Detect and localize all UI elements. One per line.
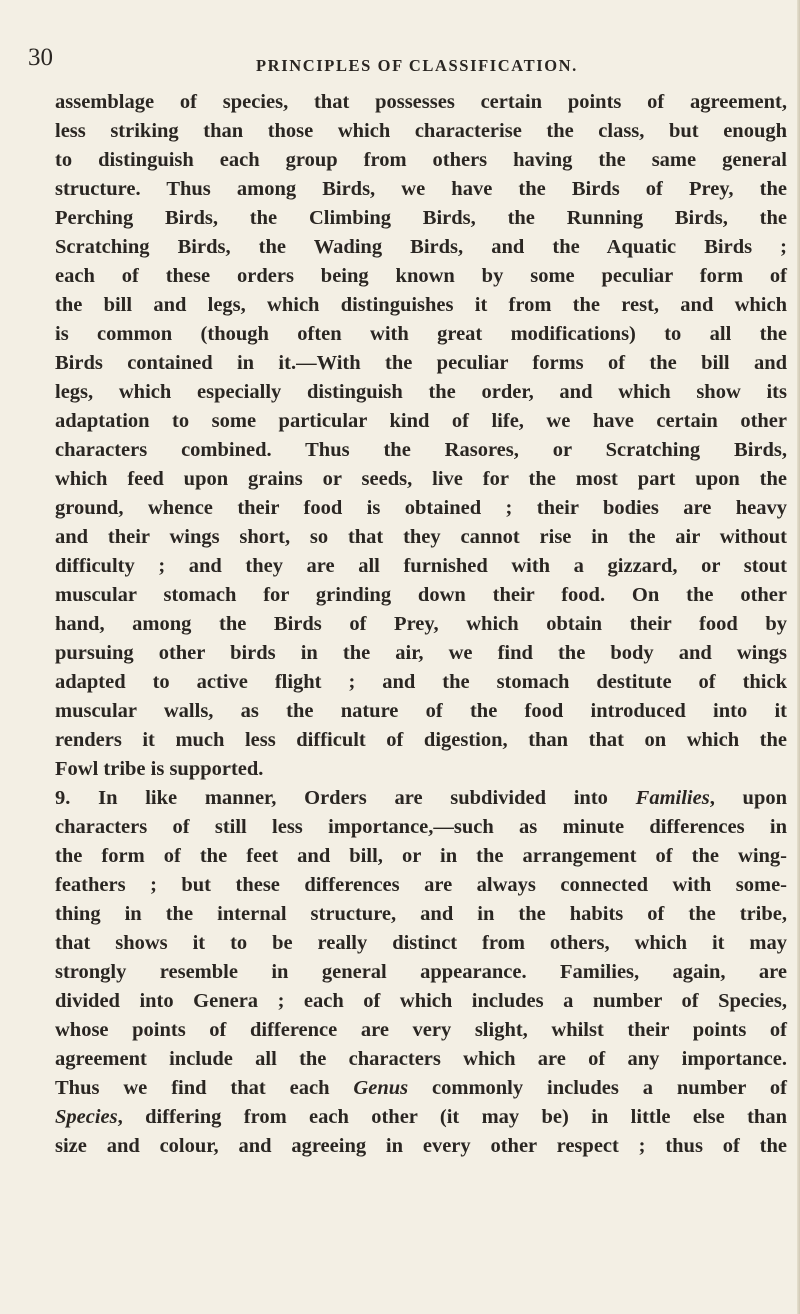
text-line: and their wings short, so that they cannot rise in the air without xyxy=(55,526,787,548)
text-line: Fowl tribe is supported. xyxy=(55,758,264,780)
italic-term: Genus xyxy=(353,1077,409,1099)
body-text xyxy=(55,88,787,1161)
text-line: Perching Birds, the Climbing Birds, the Running Birds, the xyxy=(55,207,787,229)
italic-term: Species xyxy=(55,1106,118,1128)
text-line: adapted to active flight ; and the stomach destitute of thick xyxy=(55,671,787,693)
text-line: agreement include all the characters which are of any importance. xyxy=(55,1048,787,1070)
text-run: , differing from each other (it may be) in little else than xyxy=(117,1106,787,1128)
running-head: PRINCIPLES OF CLASSIFICATION. xyxy=(256,56,578,75)
text-line: the form of the feet and bill, or in the arrangement of the wing- xyxy=(55,845,787,867)
text-line: hand, among the Birds of Prey, which obtain their food by xyxy=(55,613,787,635)
text-line xyxy=(55,1103,787,1132)
text-line: the bill and legs, which distinguishes it from the rest, and which xyxy=(55,294,787,316)
text-line: which feed upon grains or seeds, live for the most part upon the xyxy=(55,468,787,490)
text-line: characters combined. Thus the Rasores, or Scratching Birds, xyxy=(55,439,787,461)
text-line: adaptation to some particular kind of life, we have certain other xyxy=(55,410,787,432)
page-number: 30 xyxy=(28,44,53,71)
text-line: difficulty ; and they are all furnished with a gizzard, or stout xyxy=(55,555,787,577)
text-line: muscular walls, as the nature of the food introduced into it xyxy=(55,700,787,722)
text-line: Scratching Birds, the Wading Birds, and the Aquatic Birds ; xyxy=(55,236,787,258)
text-line: less striking than those which characterise the class, but enough xyxy=(55,120,787,142)
text-line: strongly resemble in general appearance. Families, again, are xyxy=(55,961,787,983)
text-line: assemblage of species, that possesses certain points of agreement, xyxy=(55,91,787,113)
text-line: characters of still less importance,—such as minute differences in xyxy=(55,816,787,838)
text-run: commonly includes a number of xyxy=(408,1077,787,1099)
text-line: whose points of difference are very slight, whilst their points of xyxy=(55,1019,787,1041)
text-line: legs, which especially distinguish the order, and which show its xyxy=(55,381,787,403)
text-line: that shows it to be really distinct from others, which it may xyxy=(55,932,787,954)
italic-term: Families xyxy=(635,787,710,809)
text-line: pursuing other birds in the air, we find the body and wings xyxy=(55,642,787,664)
page-header xyxy=(0,44,800,80)
text-line: Birds contained in it.—With the peculiar forms of the bill and xyxy=(55,352,787,374)
text-line: structure. Thus among Birds, we have the Birds of Prey, the xyxy=(55,178,787,200)
text-run: 9. In like manner, Orders are subdivided into xyxy=(55,787,636,809)
text-line: divided into Genera ; each of which includes a number of Species, xyxy=(55,990,787,1012)
text-line xyxy=(55,1074,787,1103)
text-run: , upon xyxy=(709,787,787,809)
text-line: renders it much less difficult of digestion, than that on which the xyxy=(55,729,787,751)
text-line: muscular stomach for grinding down their food. On the other xyxy=(55,584,787,606)
text-line: thing in the internal structure, and in the habits of the tribe, xyxy=(55,903,787,925)
text-line: feathers ; but these differences are always connected with some- xyxy=(55,874,787,896)
text-line: is common (though often with great modifications) to all the xyxy=(55,323,787,345)
text-line: each of these orders being known by some peculiar form of xyxy=(55,265,787,287)
text-line: to distinguish each group from others having the same general xyxy=(55,149,787,171)
text-line: ground, whence their food is obtained ; their bodies are heavy xyxy=(55,497,787,519)
text-run: Thus we find that each xyxy=(55,1077,354,1099)
paragraph-9-start xyxy=(55,784,787,813)
text-line: size and colour, and agreeing in every other respect ; thus of the xyxy=(55,1135,787,1157)
